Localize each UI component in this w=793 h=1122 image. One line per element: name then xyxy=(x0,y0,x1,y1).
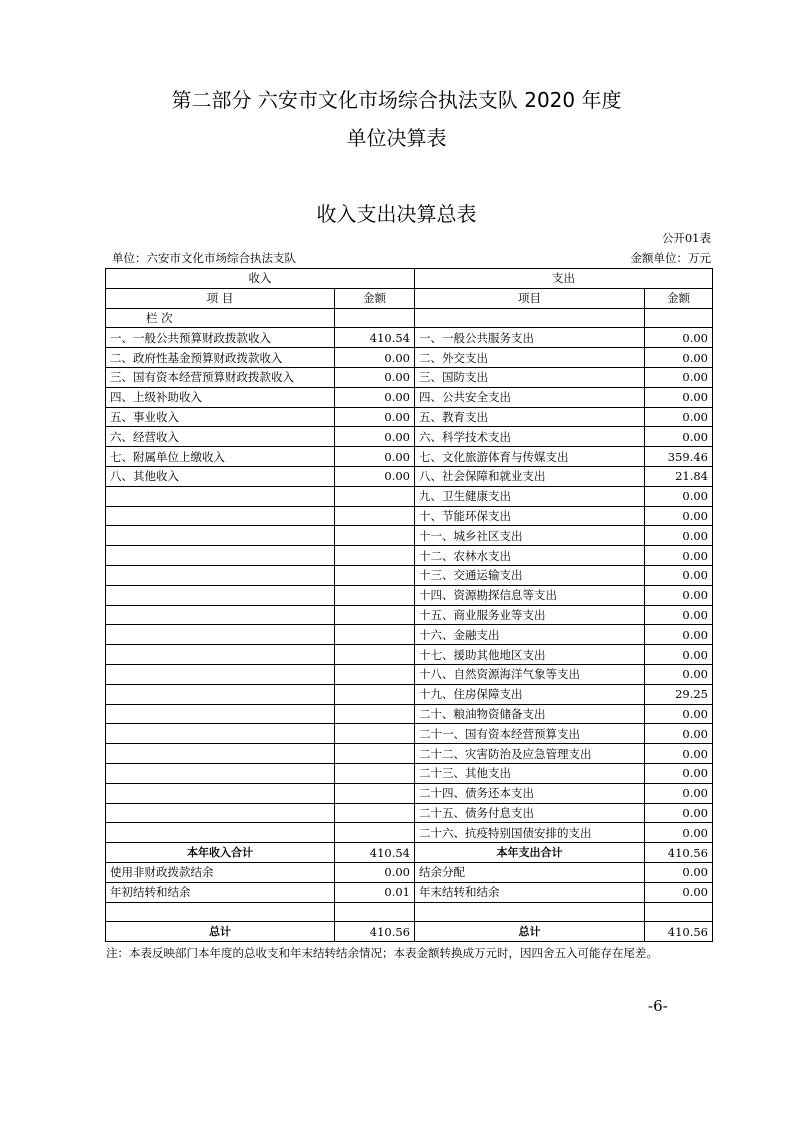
income-item xyxy=(106,724,335,744)
expense-item: 十四、资源勘探信息等支出 xyxy=(415,585,645,605)
income-item: 年初结转和结余 xyxy=(106,882,335,902)
expense-item: 二十一、国有资本经营预算支出 xyxy=(415,724,645,744)
expense-amount: 359.46 xyxy=(645,447,713,467)
expense-item: 十一、城乡社区支出 xyxy=(415,526,645,546)
expense-amount: 0.00 xyxy=(645,704,713,724)
income-amount xyxy=(335,645,415,665)
table-title: 收入支出决算总表 xyxy=(316,202,477,226)
expense-amount: 0.00 xyxy=(645,803,713,823)
expense-item: 五、教育支出 xyxy=(415,407,645,427)
table-row xyxy=(106,387,713,407)
income-amount xyxy=(335,704,415,724)
expense-item: 结余分配 xyxy=(415,862,645,882)
budget-table xyxy=(105,268,713,942)
heading-line1: 第二部分 六安市文化市场综合执法支队 2020 年度 xyxy=(171,88,622,112)
col-seq-cell xyxy=(645,308,713,328)
table-code: 公开01表 xyxy=(661,231,711,245)
table-row xyxy=(106,328,713,348)
table-row xyxy=(106,625,713,645)
table-row xyxy=(106,882,713,902)
income-item xyxy=(106,645,335,665)
expense-item: 二十六、抗疫特别国债安排的支出 xyxy=(415,823,645,843)
income-amount xyxy=(335,783,415,803)
table-row xyxy=(106,803,713,823)
income-amount xyxy=(335,486,415,506)
expense-item: 十九、住房保障支出 xyxy=(415,684,645,704)
income-amount: 0.00 xyxy=(335,466,415,486)
income-item xyxy=(106,625,335,645)
expense-amount: 410.56 xyxy=(645,922,713,942)
expense-amount: 0.00 xyxy=(645,486,713,506)
income-amount xyxy=(335,763,415,783)
expense-amount: 0.00 xyxy=(645,407,713,427)
table-row xyxy=(106,684,713,704)
expense-item: 二十二、灾害防治及应急管理支出 xyxy=(415,744,645,764)
income-item xyxy=(106,744,335,764)
income-item: 八、其他收入 xyxy=(106,466,335,486)
income-amount xyxy=(335,902,415,922)
table-row xyxy=(106,645,713,665)
expense-amount: 0.00 xyxy=(645,744,713,764)
income-amount: 0.00 xyxy=(335,447,415,467)
income-amount xyxy=(335,585,415,605)
income-amount: 0.01 xyxy=(335,882,415,902)
income-amount xyxy=(335,625,415,645)
income-amount xyxy=(335,823,415,843)
table-row xyxy=(106,565,713,585)
total-row xyxy=(106,922,713,942)
expense-amount: 0.00 xyxy=(645,862,713,882)
col-seq-cell xyxy=(415,308,645,328)
income-amount: 0.00 xyxy=(335,862,415,882)
expense-amount: 0.00 xyxy=(645,724,713,744)
expense-amount: 0.00 xyxy=(645,645,713,665)
income-item xyxy=(106,506,335,526)
expense-item: 十八、自然资源海洋气象等支出 xyxy=(415,664,645,684)
table-row xyxy=(106,724,713,744)
income-item: 三、国有资本经营预算财政拨款收入 xyxy=(106,367,335,387)
income-item xyxy=(106,763,335,783)
expense-amount: 21.84 xyxy=(645,466,713,486)
income-amount xyxy=(335,565,415,585)
header-row-seq xyxy=(106,308,713,328)
expense-item: 本年支出合计 xyxy=(415,843,645,863)
income-amount: 410.54 xyxy=(335,843,415,863)
income-item xyxy=(106,902,335,922)
expense-item: 二、外交支出 xyxy=(415,348,645,368)
expense-item xyxy=(415,902,645,922)
expense-item: 十七、援助其他地区支出 xyxy=(415,645,645,665)
income-amount xyxy=(335,605,415,625)
income-item: 六、经营收入 xyxy=(106,427,335,447)
expense-amount xyxy=(645,902,713,922)
expense-amount: 0.00 xyxy=(645,328,713,348)
expense-item: 二十五、债务付息支出 xyxy=(415,803,645,823)
header-amount-left: 金额 xyxy=(335,288,415,308)
expense-amount: 0.00 xyxy=(645,565,713,585)
income-item: 本年收入合计 xyxy=(106,843,335,863)
page-number: -6- xyxy=(648,997,668,1015)
table-row xyxy=(106,466,713,486)
expense-item: 十五、商业服务业等支出 xyxy=(415,605,645,625)
income-item xyxy=(106,526,335,546)
income-amount: 0.00 xyxy=(335,348,415,368)
income-item xyxy=(106,684,335,704)
header-expense: 支出 xyxy=(415,269,713,289)
expense-amount: 0.00 xyxy=(645,882,713,902)
income-amount xyxy=(335,506,415,526)
income-item xyxy=(106,585,335,605)
income-item: 七、附属单位上缴收入 xyxy=(106,447,335,467)
money-unit-label: 金额单位：万元 xyxy=(630,251,711,265)
expense-item: 六、科学技术支出 xyxy=(415,427,645,447)
income-amount: 0.00 xyxy=(335,407,415,427)
header-row-sections xyxy=(106,269,713,289)
expense-item: 十六、金融支出 xyxy=(415,625,645,645)
income-amount: 0.00 xyxy=(335,367,415,387)
heading-line2: 单位决算表 xyxy=(346,126,447,150)
expense-item: 三、国防支出 xyxy=(415,367,645,387)
table-row xyxy=(106,783,713,803)
expense-item: 九、卫生健康支出 xyxy=(415,486,645,506)
income-item xyxy=(106,803,335,823)
expense-item: 八、社会保障和就业支出 xyxy=(415,466,645,486)
income-item xyxy=(106,664,335,684)
expense-amount: 0.00 xyxy=(645,546,713,566)
header-income: 收入 xyxy=(106,269,415,289)
income-amount xyxy=(335,724,415,744)
header-amount-right: 金额 xyxy=(645,288,713,308)
footnote: 注：本表反映部门本年度的总收支和年末结转结余情况；本表金额转换成万元时，因四舍五入可能存在尾差。 xyxy=(106,946,658,960)
header-row-columns xyxy=(106,288,713,308)
table-row xyxy=(106,546,713,566)
income-item xyxy=(106,605,335,625)
table-row xyxy=(106,585,713,605)
income-item xyxy=(106,704,335,724)
expense-item: 年末结转和结余 xyxy=(415,882,645,902)
expense-item: 十、节能环保支出 xyxy=(415,506,645,526)
expense-amount: 0.00 xyxy=(645,427,713,447)
expense-item: 总计 xyxy=(415,922,645,942)
income-item xyxy=(106,546,335,566)
income-item: 四、上级补助收入 xyxy=(106,387,335,407)
expense-item: 七、文化旅游体育与传媒支出 xyxy=(415,447,645,467)
table-row xyxy=(106,902,713,922)
income-amount: 0.00 xyxy=(335,427,415,447)
expense-item: 十二、农林水支出 xyxy=(415,546,645,566)
income-item: 一、一般公共预算财政拨款收入 xyxy=(106,328,335,348)
income-amount xyxy=(335,803,415,823)
expense-item: 二十、粮油物资储备支出 xyxy=(415,704,645,724)
expense-item: 十三、交通运输支出 xyxy=(415,565,645,585)
income-amount: 0.00 xyxy=(335,387,415,407)
table-row xyxy=(106,823,713,843)
table-row xyxy=(106,664,713,684)
table-row xyxy=(106,367,713,387)
income-item: 二、政府性基金预算财政拨款收入 xyxy=(106,348,335,368)
table-row xyxy=(106,348,713,368)
header-item-left: 项 目 xyxy=(106,288,335,308)
expense-amount: 0.00 xyxy=(645,763,713,783)
table-row xyxy=(106,526,713,546)
income-item: 使用非财政拨款结余 xyxy=(106,862,335,882)
income-item: 总计 xyxy=(106,922,335,942)
income-amount xyxy=(335,684,415,704)
expense-amount: 0.00 xyxy=(645,585,713,605)
table-row xyxy=(106,506,713,526)
table-row xyxy=(106,447,713,467)
expense-amount: 0.00 xyxy=(645,348,713,368)
income-item xyxy=(106,486,335,506)
table-row xyxy=(106,862,713,882)
expense-amount: 29.25 xyxy=(645,684,713,704)
table-row xyxy=(106,704,713,724)
col-seq-cell xyxy=(335,308,415,328)
expense-amount: 0.00 xyxy=(645,526,713,546)
table-row xyxy=(106,744,713,764)
expense-amount: 0.00 xyxy=(645,823,713,843)
income-item xyxy=(106,823,335,843)
table-body xyxy=(106,328,713,942)
income-item xyxy=(106,565,335,585)
subtotal-row xyxy=(106,843,713,863)
table-row xyxy=(106,605,713,625)
income-amount xyxy=(335,744,415,764)
header-item-right: 项目 xyxy=(415,288,645,308)
expense-amount: 0.00 xyxy=(645,783,713,803)
income-amount: 410.56 xyxy=(335,922,415,942)
income-amount xyxy=(335,664,415,684)
col-seq-label: 栏 次 xyxy=(106,308,335,328)
income-amount: 410.54 xyxy=(335,328,415,348)
expense-amount: 0.00 xyxy=(645,625,713,645)
expense-amount: 0.00 xyxy=(645,506,713,526)
expense-amount: 410.56 xyxy=(645,843,713,863)
expense-amount: 0.00 xyxy=(645,367,713,387)
income-amount xyxy=(335,546,415,566)
income-amount xyxy=(335,526,415,546)
income-item: 五、事业收入 xyxy=(106,407,335,427)
table-row xyxy=(106,763,713,783)
table-row xyxy=(106,407,713,427)
expense-item: 四、公共安全支出 xyxy=(415,387,645,407)
table-row xyxy=(106,486,713,506)
expense-amount: 0.00 xyxy=(645,664,713,684)
expense-item: 二十三、其他支出 xyxy=(415,763,645,783)
table-row xyxy=(106,427,713,447)
income-item xyxy=(106,783,335,803)
expense-amount: 0.00 xyxy=(645,605,713,625)
expense-amount: 0.00 xyxy=(645,387,713,407)
expense-item: 二十四、债务还本支出 xyxy=(415,783,645,803)
unit-label: 单位：六安市文化市场综合执法支队 xyxy=(112,251,296,265)
expense-item: 一、一般公共服务支出 xyxy=(415,328,645,348)
